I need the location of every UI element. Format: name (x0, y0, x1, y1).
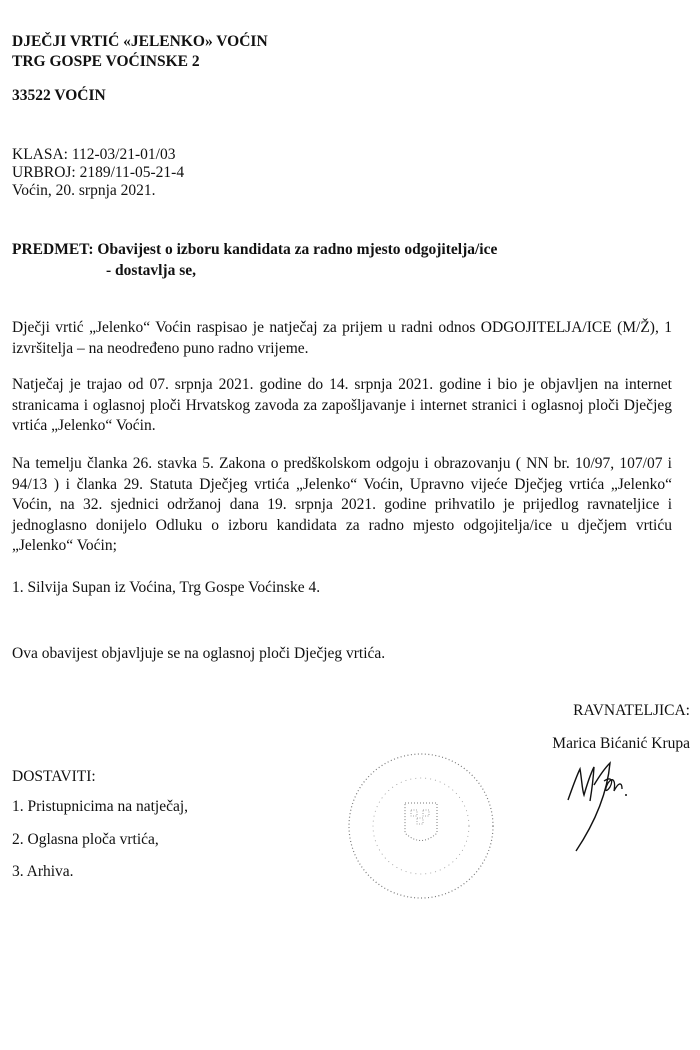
place-date: Voćin, 20. srpnja 2021. (12, 182, 156, 199)
delivery-item: 3. Arhiva. (12, 863, 74, 880)
institution-postal: 33522 VOĆIN (12, 87, 106, 104)
official-stamp-icon (343, 748, 503, 903)
paragraph-3: Na temelju članka 26. stavka 5. Zakona o predškolskom odgoju i obrazovanju ( NN br. 10/97, 107/07 i 94/13 ) i članka 29. Statuta Dječjeg vrtića „Jelenko“ Voćin, Upravno vijeće Dječjeg vrtića „Jelenko“ Voćin, na 32. sjednici održanoj dana 19. srpnja 2021. godine prihvatilo je prijedlog ravnateljice i jednoglasno donijelo Odluku o izboru kandidata za radno mjesto odgojitelja/ice u dječjem vrtiću „Jelenko“ Voćin; (12, 455, 672, 554)
delivery-item: 2. Oglasna ploča vrtića, (12, 831, 159, 848)
institution-address: TRG GOSPE VOĆINSKE 2 (12, 53, 200, 70)
signature-title: RAVNATELJICA: (573, 702, 690, 719)
paragraph-2: Natječaj je trajao od 07. srpnja 2021. godine do 14. srpnja 2021. godine i bio je objavljen na internet stranicama i oglasnoj ploči Hrvatskog zavoda za zapošljavanje i internet stranici i oglasnoj ploči Dječjeg vrtića „Jelenko“ Voćin. (12, 376, 672, 434)
urbroj: URBROJ: 2189/11-05-21-4 (12, 164, 185, 181)
signature-name: Marica Bićanić Krupa (552, 735, 690, 752)
klasa: KLASA: 112-03/21-01/03 (12, 146, 176, 163)
subject-label: PREDMET: (12, 241, 94, 258)
institution-name: DJEČJI VRTIĆ «JELENKO» VOĆIN (12, 33, 268, 50)
notice-text: Ova obavijest objavljuje se na oglasnoj ploči Dječjeg vrtića. (12, 645, 386, 662)
paragraph-1: Dječji vrtić „Jelenko“ Voćin raspisao je natječaj za prijem u radni odnos ODGOJITELJA/ICE (M/Ž), 1 izvršitelja – na neodređeno puno radno vrijeme. (12, 319, 672, 357)
subject-line (12, 240, 497, 260)
signature-icon (560, 755, 650, 855)
subject-text: Obavijest o izboru kandidata za radno mjesto odgojitelja/ice (97, 241, 498, 258)
selected-candidate: 1. Silvija Supan iz Voćina, Trg Gospe Voćinske 4. (12, 579, 321, 596)
delivery-item: 1. Pristupnicima na natječaj, (12, 798, 189, 815)
delivery-label: DOSTAVITI: (12, 768, 96, 785)
subject-suffix: - dostavlja se, (106, 262, 196, 279)
